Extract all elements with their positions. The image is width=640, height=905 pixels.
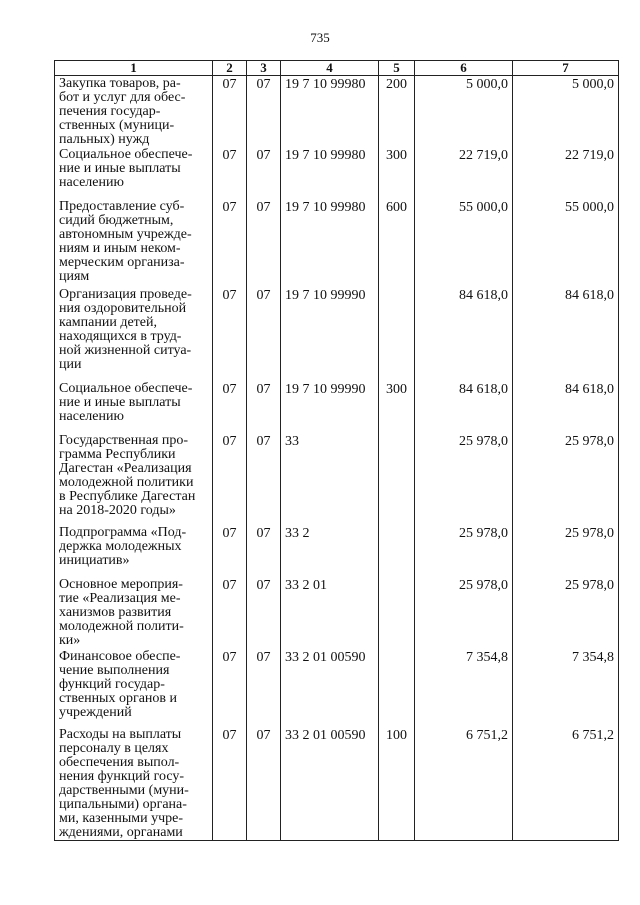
table-row xyxy=(55,433,619,525)
table-row xyxy=(55,525,619,577)
row-amount-2: 7 354,8 xyxy=(513,649,619,727)
row-name: Закупка товаров, ра- бот и услуг для обес- печения государ- ственных (муници- пальных) нужд xyxy=(55,76,213,148)
row-amount-1: 6 751,2 xyxy=(415,727,513,841)
table-body xyxy=(55,76,619,841)
row-expense-type: 200 xyxy=(379,76,415,148)
budget-table xyxy=(54,60,619,841)
row-target-code: 33 xyxy=(281,433,379,525)
row-subsection: 07 xyxy=(247,577,281,649)
row-amount-1: 84 618,0 xyxy=(415,381,513,433)
row-subsection: 07 xyxy=(247,433,281,525)
row-amount-1: 7 354,8 xyxy=(415,649,513,727)
row-target-code: 33 2 xyxy=(281,525,379,577)
row-target-code: 19 7 10 99980 xyxy=(281,147,379,199)
row-name: Государственная про- грамма Республики Дагестан «Реализация молодежной политики в Республике Дагестан на 2018-2020 годы» xyxy=(55,433,213,525)
table-row xyxy=(55,649,619,727)
row-section: 07 xyxy=(213,147,247,199)
row-target-code: 19 7 10 99980 xyxy=(281,199,379,287)
row-name: Основное мероприя- тие «Реализация ме- ханизмов развития молодежной полити- ки» xyxy=(55,577,213,649)
row-subsection: 07 xyxy=(247,147,281,199)
row-expense-type xyxy=(379,433,415,525)
column-header: 2 xyxy=(213,61,247,76)
row-name: Организация проведе- ния оздоровительной кампании детей, находящихся в труд- ной жизненной ситуа- ции xyxy=(55,287,213,381)
row-amount-2: 22 719,0 xyxy=(513,147,619,199)
row-expense-type: 100 xyxy=(379,727,415,841)
row-name: Финансовое обеспе- чение выполнения функций государ- ственных органов и учреждений xyxy=(55,649,213,727)
table-row xyxy=(55,76,619,148)
row-expense-type xyxy=(379,577,415,649)
row-name: Социальное обеспече- ние и иные выплаты населению xyxy=(55,381,213,433)
row-target-code: 19 7 10 99980 xyxy=(281,76,379,148)
row-section: 07 xyxy=(213,76,247,148)
page-number: 735 xyxy=(310,30,330,45)
row-name: Предоставление суб- сидий бюджетным, автономным учрежде- ниям и иным неком- мерческим организа- циям xyxy=(55,199,213,287)
row-subsection: 07 xyxy=(247,381,281,433)
row-amount-2: 25 978,0 xyxy=(513,433,619,525)
row-subsection: 07 xyxy=(247,287,281,381)
row-target-code: 33 2 01 00590 xyxy=(281,727,379,841)
table-row xyxy=(55,147,619,199)
row-amount-1: 25 978,0 xyxy=(415,433,513,525)
column-header: 4 xyxy=(281,61,379,76)
table-row xyxy=(55,727,619,841)
row-amount-2: 5 000,0 xyxy=(513,76,619,148)
table-row xyxy=(55,199,619,287)
row-subsection: 07 xyxy=(247,649,281,727)
row-expense-type xyxy=(379,287,415,381)
header-row xyxy=(55,61,619,76)
row-amount-1: 22 719,0 xyxy=(415,147,513,199)
row-section: 07 xyxy=(213,577,247,649)
row-amount-1: 5 000,0 xyxy=(415,76,513,148)
row-amount-2: 55 000,0 xyxy=(513,199,619,287)
column-header: 7 xyxy=(513,61,619,76)
row-section: 07 xyxy=(213,649,247,727)
row-target-code: 33 2 01 xyxy=(281,577,379,649)
table-row xyxy=(55,577,619,649)
row-amount-1: 25 978,0 xyxy=(415,525,513,577)
row-expense-type xyxy=(379,649,415,727)
row-subsection: 07 xyxy=(247,525,281,577)
row-expense-type: 300 xyxy=(379,381,415,433)
table-row xyxy=(55,287,619,381)
row-amount-1: 55 000,0 xyxy=(415,199,513,287)
row-amount-2: 84 618,0 xyxy=(513,381,619,433)
row-section: 07 xyxy=(213,525,247,577)
row-subsection: 07 xyxy=(247,727,281,841)
row-section: 07 xyxy=(213,381,247,433)
row-expense-type: 300 xyxy=(379,147,415,199)
table-row xyxy=(55,381,619,433)
row-subsection: 07 xyxy=(247,76,281,148)
row-amount-1: 84 618,0 xyxy=(415,287,513,381)
column-header: 6 xyxy=(415,61,513,76)
row-target-code: 33 2 01 00590 xyxy=(281,649,379,727)
row-expense-type xyxy=(379,525,415,577)
column-header: 5 xyxy=(379,61,415,76)
row-amount-2: 25 978,0 xyxy=(513,577,619,649)
row-name: Подпрограмма «Под- держка молодежных инициатив» xyxy=(55,525,213,577)
row-amount-2: 25 978,0 xyxy=(513,525,619,577)
row-name: Расходы на выплаты персоналу в целях обеспечения выпол- нения функций госу- дарственными (муни- ципальными) органа- ми, казенными учре- ждениями, органами xyxy=(55,727,213,841)
row-section: 07 xyxy=(213,433,247,525)
row-section: 07 xyxy=(213,727,247,841)
row-expense-type: 600 xyxy=(379,199,415,287)
row-amount-1: 25 978,0 xyxy=(415,577,513,649)
row-target-code: 19 7 10 99990 xyxy=(281,381,379,433)
column-header: 1 xyxy=(55,61,213,76)
row-name: Социальное обеспече- ние и иные выплаты населению xyxy=(55,147,213,199)
row-target-code: 19 7 10 99990 xyxy=(281,287,379,381)
row-section: 07 xyxy=(213,199,247,287)
column-header: 3 xyxy=(247,61,281,76)
row-amount-2: 84 618,0 xyxy=(513,287,619,381)
row-amount-2: 6 751,2 xyxy=(513,727,619,841)
row-subsection: 07 xyxy=(247,199,281,287)
row-section: 07 xyxy=(213,287,247,381)
